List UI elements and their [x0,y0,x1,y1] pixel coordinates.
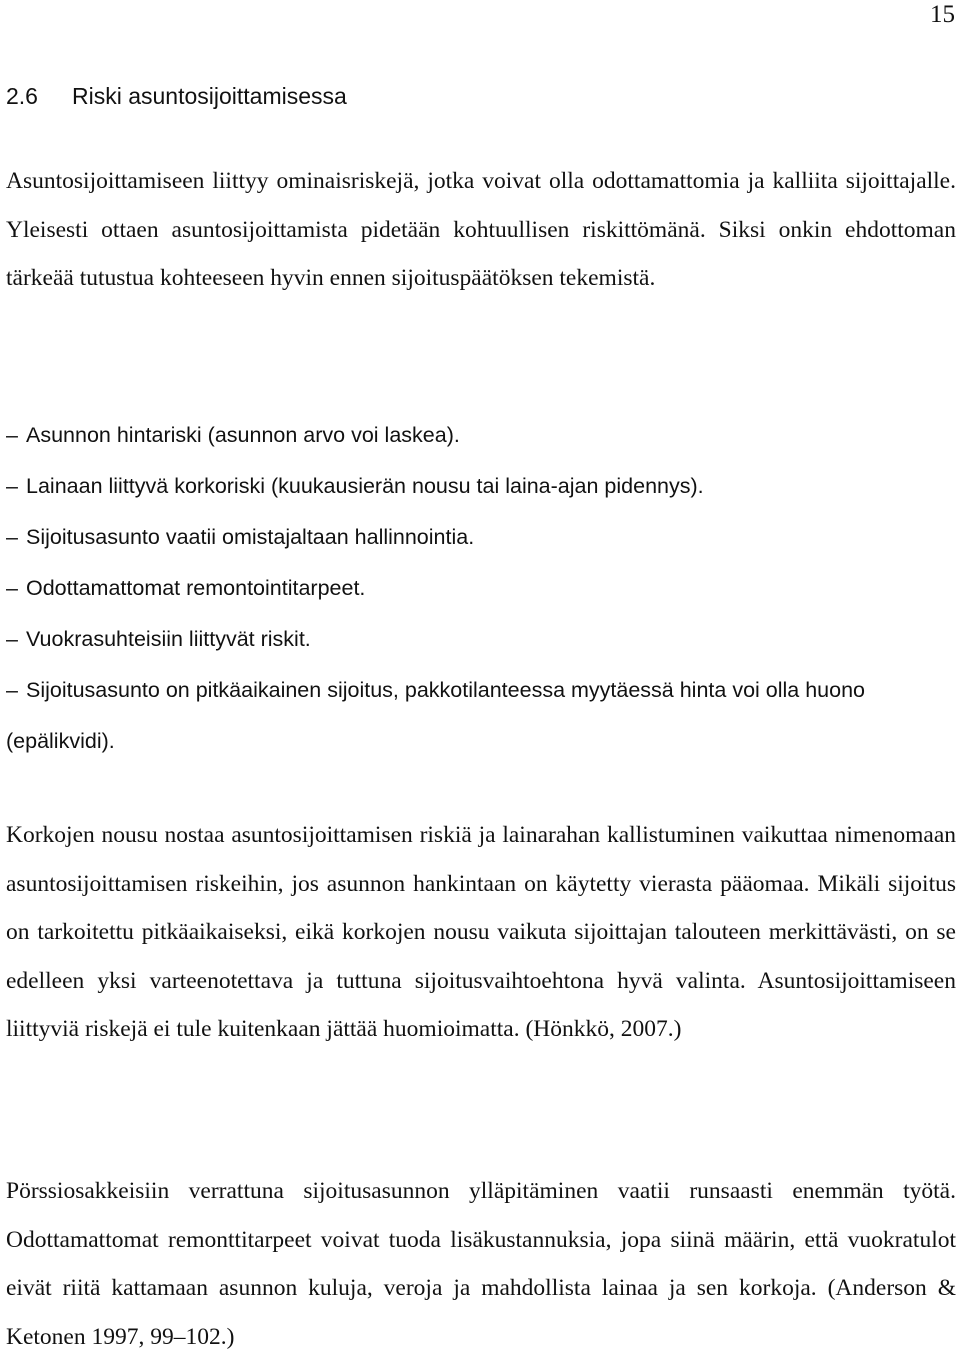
section-title: Riski asuntosijoittamisessa [72,83,347,109]
list-item [6,410,956,461]
list-item-text: Lainaan liittyvä korkoriski (kuukausierän nousu tai laina-ajan pidennys). [26,474,704,498]
section-heading [6,80,347,112]
list-item-text: Asunnon hintariski (asunnon arvo voi laskea). [26,423,460,447]
list-item-text: Sijoitusasunto vaatii omistajaltaan hallinnointia. [26,525,475,549]
bullet-dash: – [6,576,18,600]
list-item [6,512,956,563]
paragraph-interest-rates: Korkojen nousu nostaa asuntosijoittamisen riskiä ja lainarahan kallistuminen vaikuttaa nimenomaan asuntosijoittamisen riskeihin, jos asunnon hankintaan on käytetty vierasta pääomaa. Mikäli sijoitus on tarkoitettu pitkäaikaiseksi, eikä korkojen nousu vaikuta sijoittajan talouteen merkittävästi, on se edelleen yksi varteenotettava ja tuttuna sijoitusvaihtoehtona hyvä valinta. Asuntosijoittamiseen liittyviä riskejä ei tule kuitenkaan jättää huomioimatta. (Hönkkö, 2007.) [6,822,956,1042]
list-item-text: Sijoitusasunto on pitkäaikainen sijoitus, pakkotilanteessa myytäessä hinta voi olla huono (epälikvidi). [6,678,866,753]
risk-list [6,410,956,767]
list-item [6,614,956,665]
bullet-dash: – [6,423,18,447]
section-number: 2.6 [6,83,38,109]
list-item [6,665,956,767]
paragraph-intro: Asuntosijoittamiseen liittyy ominaisriskejä, jotka voivat olla odottamattomia ja kalliita sijoittajalle. Yleisesti ottaen asuntosijoittamista pidetään kohtuullisen riskittömänä. Siksi onkin ehdottoman tärkeää tutustua kohteeseen hyvin ennen sijoituspäätöksen tekemistä. [6,168,956,291]
bullet-dash: – [6,627,18,651]
bullet-dash: – [6,525,18,549]
page-number: 15 [930,1,955,28]
list-item-text: Odottamattomat remontointitarpeet. [26,576,366,600]
list-item [6,461,956,512]
bullet-dash: – [6,474,18,498]
list-item-text: Vuokrasuhteisiin liittyvät riskit. [26,627,311,651]
bullet-dash: – [6,678,18,702]
paragraph-maintenance: Pörssiosakkeisiin verrattuna sijoitusasunnon ylläpitäminen vaatii runsaasti enemmän työtä. Odottamattomat remonttitarpeet voivat tuoda lisäkustannuksia, jopa siinä määrin, että vuokratulot eivät riitä kattamaan asunnon kuluja, veroja ja mahdollista lainaa ja sen korkoja. (Anderson & Ketonen 1997, 99–102.) [6,1178,956,1350]
list-item [6,563,956,614]
